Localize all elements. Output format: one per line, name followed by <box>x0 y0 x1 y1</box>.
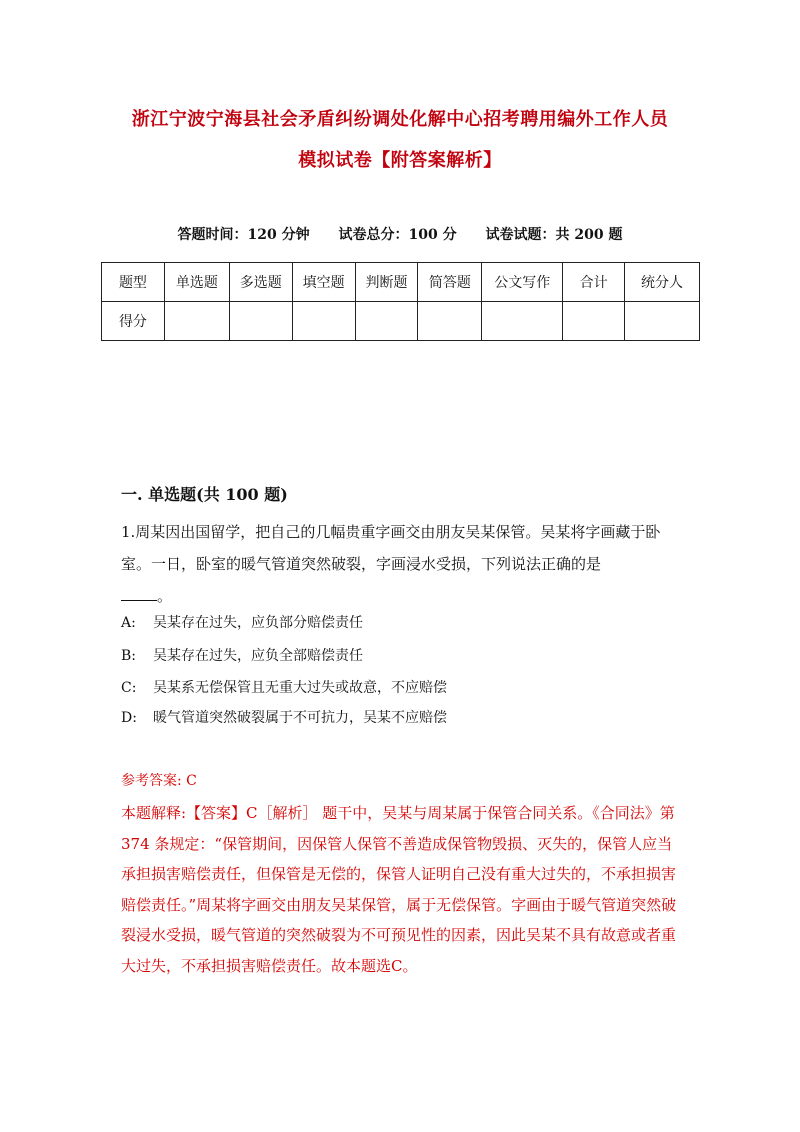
table-header-cell: 简答题 <box>418 263 482 302</box>
table-header-cell: 题型 <box>102 263 165 302</box>
table-header-cell: 公文写作 <box>482 263 563 302</box>
option-d <box>121 707 447 727</box>
score-table-header-row <box>102 263 700 302</box>
option-text: 吴某系无偿保管且无重大过失或故意，不应赔偿 <box>153 680 447 696</box>
exam-meta <box>0 224 800 244</box>
reference-answer: 参考答案: C <box>121 773 197 789</box>
table-header-cell: 统分人 <box>625 263 700 302</box>
option-a <box>121 612 363 632</box>
table-header-cell: 单选题 <box>164 263 229 302</box>
answer-explanation: 本题解释:【答案】C［解析］ 题干中，吴某与周某属于保管合同关系。《合同法》第 374 条规定：“保管期间，因保管人保管不善造成保管物毁损、灭失的，保管人应当承担损害赔偿责任，但保管是无偿的，保管人证明自己没有重大过失的，不承担损害赔偿责任。”周某将字画交由朋友吴某保管，属于无偿保管。字画由于暖气管道突然破裂浸水受损，暖气管道的突然破裂为不可预见性的因素，因此吴某不具有故意或者重大过失，不承担损害赔偿责任。故本题选C。 <box>121 804 677 975</box>
score-cell <box>482 302 563 341</box>
option-text: 吴某存在过失，应负全部赔偿责任 <box>153 648 363 664</box>
table-header-cell: 合计 <box>563 263 625 302</box>
score-cell <box>292 302 355 341</box>
option-c <box>121 677 447 697</box>
score-table-score-row <box>102 302 700 341</box>
score-cell <box>229 302 292 341</box>
option-letter: A: <box>121 615 136 631</box>
score-cell <box>625 302 700 341</box>
option-letter: B: <box>121 648 137 664</box>
option-text: 吴某存在过失，应负部分赔偿责任 <box>153 615 363 631</box>
score-row-label: 得分 <box>102 302 165 341</box>
question-stem: 1.周某因出国留学，把自己的几幅贵重字画交由朋友吴某保管。吴某将字画藏于卧室。一日，卧室的暖气管道突然破裂，字画浸水受损，下列说法正确的是 <box>121 523 661 573</box>
answer-blank <box>121 586 157 601</box>
table-header-cell: 多选题 <box>229 263 292 302</box>
option-letter: C: <box>121 680 137 696</box>
score-cell <box>355 302 418 341</box>
table-header-cell: 填空题 <box>292 263 355 302</box>
table-header-cell: 判断题 <box>355 263 418 302</box>
exam-time: 答题时间：120 分钟 <box>177 227 310 243</box>
score-cell <box>164 302 229 341</box>
option-letter: D: <box>121 710 137 726</box>
score-cell <box>563 302 625 341</box>
score-table <box>101 262 700 341</box>
exam-total-questions: 试卷试题：共 200 题 <box>485 227 623 243</box>
option-text: 暖气管道突然破裂属于不可抗力，吴某不应赔偿 <box>153 710 447 726</box>
question-stem-end: 。 <box>157 587 173 605</box>
option-b <box>121 645 363 665</box>
score-cell <box>418 302 482 341</box>
question-text <box>121 516 681 612</box>
document-title-line2: 模拟试卷【附答案解析】 <box>298 150 502 171</box>
exam-total-score: 试卷总分：100 分 <box>338 227 457 243</box>
document-title-line1: 浙江宁波宁海县社会矛盾纠纷调处化解中心招考聘用编外工作人员 <box>131 109 669 130</box>
section-title: 一. 单选题(共 100 题) <box>121 485 288 504</box>
